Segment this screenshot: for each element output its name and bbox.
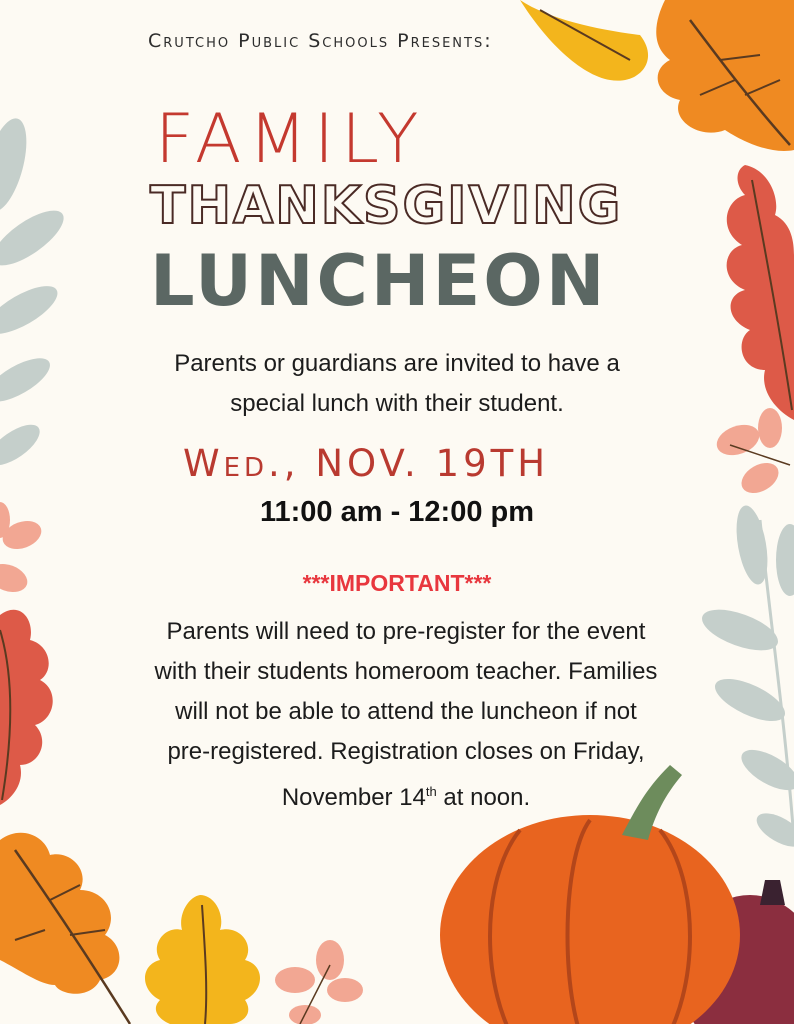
left-red-oak-leaf-icon xyxy=(0,610,53,805)
notice-line-1: Parents will need to pre-register for the event xyxy=(166,618,646,645)
event-date-day: Wed. xyxy=(183,442,284,485)
notice-line-3: will not be able to attend the luncheon if not xyxy=(175,698,637,725)
event-date-rest: , NOV. 19TH xyxy=(283,442,550,485)
bottom-pink-sprig-icon xyxy=(275,940,363,1024)
title-family: FAMILY xyxy=(155,100,426,179)
top-orange-oak-leaf-icon xyxy=(656,0,794,151)
notice-line-5-end: at noon. xyxy=(436,784,531,811)
notice-line-5-start: November 14 xyxy=(281,784,426,811)
notice-line-5-ordinal: th xyxy=(425,784,437,799)
bottom-orange-oak-leaf-icon xyxy=(0,833,130,1024)
notice-line-2: with their students homeroom teacher. Families xyxy=(154,658,658,685)
title-luncheon: LUNCHEON xyxy=(150,240,608,322)
event-date xyxy=(183,442,549,485)
intro-line-1: Parents or guardians are invited to have a xyxy=(174,350,620,377)
registration-notice xyxy=(100,612,712,818)
intro-line-2: special lunch with their student. xyxy=(230,390,564,417)
important-heading: ***IMPORTANT*** xyxy=(302,570,492,596)
presenter-line: Crutcho Public Schools Presents: xyxy=(148,30,493,52)
event-time: 11:00 am - 12:00 pm xyxy=(259,496,535,528)
bottom-yellow-oak-leaf-icon xyxy=(145,895,260,1024)
intro-text xyxy=(0,344,794,424)
notice-line-5 xyxy=(100,772,712,818)
notice-line-4: pre-registered. Registration closes on Friday, xyxy=(167,738,645,765)
title-thanksgiving: THANKSGIVING xyxy=(150,176,623,236)
top-yellow-leaf-icon xyxy=(520,0,648,81)
